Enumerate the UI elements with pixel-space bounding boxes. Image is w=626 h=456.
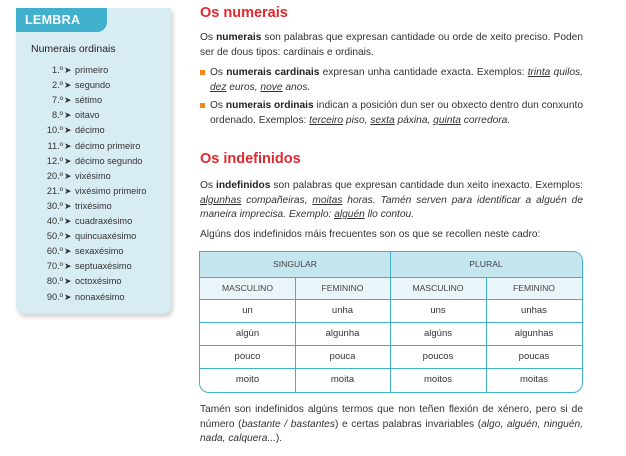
arrow-icon: ➤ [64,261,72,272]
ordinal-word: quincuaxésimo [75,231,137,242]
ordinal-word: décimo primeiro [75,140,141,151]
header-singular: SINGULAR [273,259,317,269]
ordinal-item [16,169,171,184]
ordinal-word: vixésimo [75,170,111,181]
ordinal-item [16,108,171,123]
ordinal-item [16,78,171,93]
section-title-indefinidos: Os indefinidos [200,151,301,167]
ordinal-word: cuadraxésimo [75,216,133,226]
ordinal-word: oitavo [75,110,100,121]
arrow-icon: ➤ [64,155,72,166]
ordinal-number: 2.º [51,80,63,91]
indefinidos-table [199,251,583,393]
col-header: FEMININO [512,283,555,293]
sidebar-heading: Numerais ordinais [31,43,116,55]
ordinal-number: 7.º [51,95,63,106]
ordinal-number: 80.º [46,276,63,287]
bullet-square [200,70,205,75]
ordinal-number: 40.º [46,216,63,226]
indefinidos-intro: Os indefinidos son palabras que expresan cantidade dun xeito inexacto. Exemplos: algunhas compañeiras, moitas horas. Tamén serven para identificar a alguén de maneira imprecisa. Exemplo: alguén llo contou. [200,180,583,220]
arrow-icon: ➤ [64,95,72,106]
table-cell: moitos [424,374,452,385]
table-cell: algunhas [514,328,554,339]
arrow-icon: ➤ [64,185,72,196]
ordinal-number: 30.º [46,200,63,211]
ordinal-word: primeiro [75,65,109,75]
ordinal-number: 60.º [46,246,63,257]
ordinal-number: 11.º [47,140,63,151]
ordinal-number: 10.º [46,125,63,136]
table-cell: algún [235,328,260,339]
ordinal-word: trixésimo [75,200,112,211]
table-cell: pouco [234,351,261,362]
ordinal-item [16,184,171,199]
ordinal-item [16,214,171,229]
ordinal-word: nonaxésimo [75,291,125,302]
table-cell: moitas [520,374,548,385]
col-header: MASCULINO [412,283,464,293]
ordinal-number: 20.º [46,170,63,181]
numerais-intro: Os numerais son palabras que expresan cantidade ou orde de xeito preciso. Poden ser de dous tipos: cardinais e ordinais. [200,32,583,58]
arrow-icon: ➤ [64,125,72,136]
col-header: MASCULINO [221,283,274,293]
ordinal-item [16,63,171,78]
ordinal-number: 70.º [46,261,63,272]
ordinal-item [16,259,171,274]
ordinal-number: 90.º [46,291,63,302]
ordinal-number: 8.º [51,110,63,121]
arrow-icon: ➤ [64,231,72,242]
table-cell: poucas [518,351,550,362]
table-cell: moita [330,374,355,385]
arrow-icon: ➤ [64,276,72,287]
arrow-icon: ➤ [64,65,72,75]
table-cell: pouca [329,351,356,362]
arrow-icon: ➤ [64,170,72,181]
section-title-numerais: Os numerais [200,5,288,21]
ordinal-item [16,123,171,138]
table-cell: uns [430,305,446,316]
table-cell: algúns [424,328,452,339]
col-header: FEMININO [321,283,364,293]
ordinal-word: sexaxésimo [75,246,124,257]
table-cell: algunha [325,328,360,339]
table-cell: moito [235,374,260,385]
arrow-icon: ➤ [64,110,72,121]
table-cell: poucos [422,351,454,362]
table-cell: unha [331,305,354,316]
arrow-icon: ➤ [64,216,72,226]
ordinal-item [16,93,171,108]
lembra-tab: LEMBRA [16,8,107,32]
ordinal-word: décimo segundo [75,155,143,166]
ordinal-item [16,154,171,169]
ordinal-item [16,139,171,154]
header-plural: PLURAL [469,259,503,269]
ordinal-word: décimo [75,125,105,136]
arrow-icon: ➤ [64,140,72,151]
ordinal-item [16,274,171,289]
bullet-square [200,103,205,108]
ordinal-number: 12.º [46,155,63,166]
ordinal-number: 50.º [46,231,63,242]
ordinal-word: septuaxésimo [75,261,132,272]
ordinal-word: segundo [75,80,111,91]
ordinal-item [16,244,171,259]
ordinal-word: sétimo [75,95,103,106]
ordinal-number: 21.º [46,185,63,196]
ordinal-word: octoxésimo [75,276,122,287]
ordinal-word: vixésimo primeiro [75,185,147,196]
ordinal-item [16,199,171,214]
arrow-icon: ➤ [64,291,72,302]
table-cell: un [242,305,253,316]
ordinal-item [16,290,171,305]
table-lead-in: Algúns dos indefinidos máis frecuentes son os que se recollen neste cadro: [200,229,541,240]
arrow-icon: ➤ [64,246,72,257]
ordinal-number: 1.º [51,65,63,75]
arrow-icon: ➤ [64,80,72,91]
ordinal-item [16,229,171,244]
closing-paragraph: Tamén son indefinidos algúns termos que non teñen flexión de xénero, pero si de número (bastante / bastantes) e certas palabras invariables (algo, alguén, ninguén, nada, calquera...). [200,404,584,444]
table-cell: unhas [521,305,547,316]
arrow-icon: ➤ [64,200,72,211]
